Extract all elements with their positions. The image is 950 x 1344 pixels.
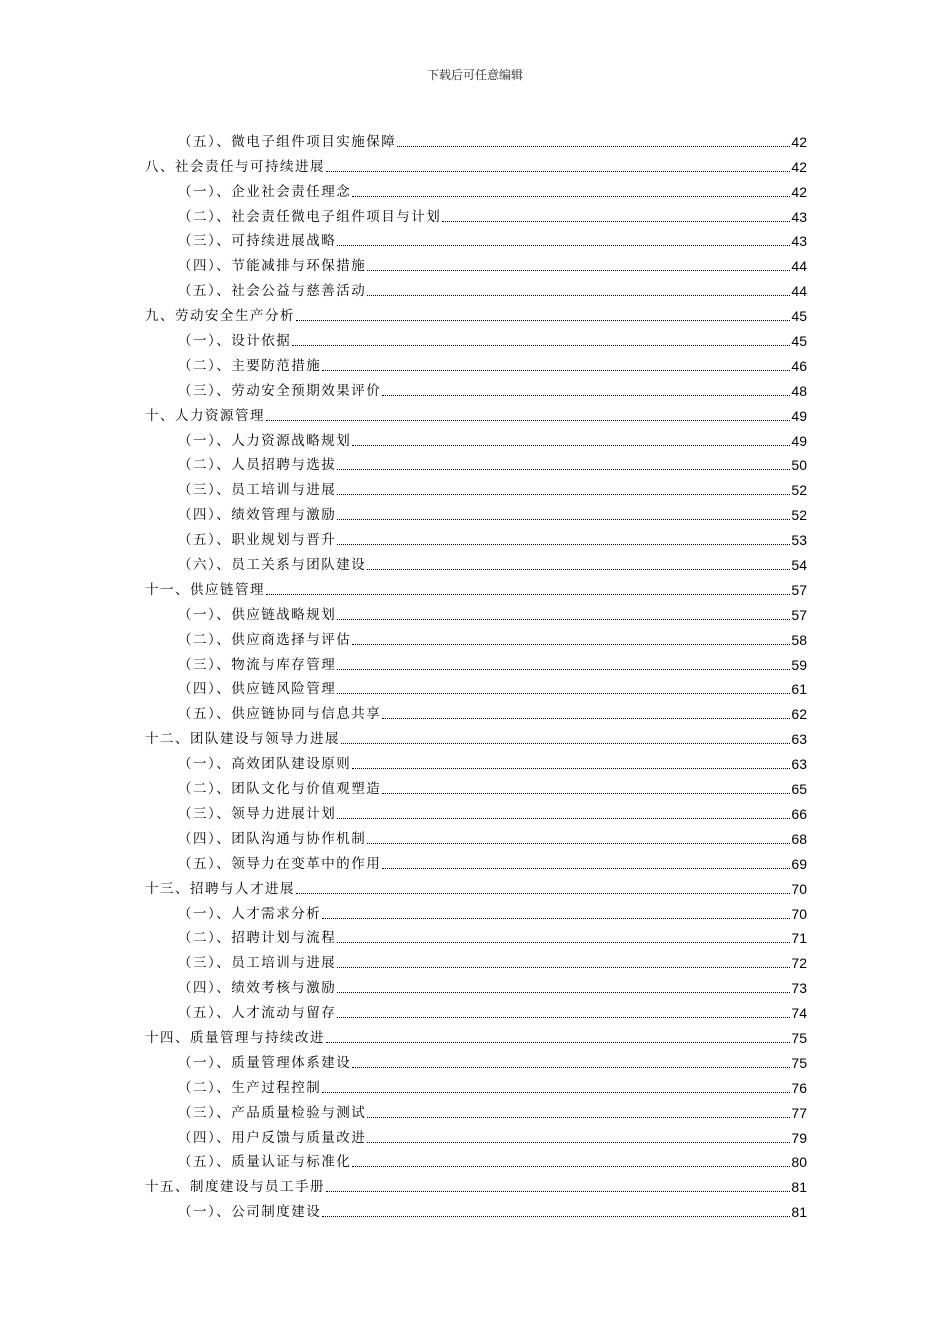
- toc-section-entry[interactable]: [145, 848, 807, 873]
- toc-page-number: 62: [791, 706, 807, 723]
- toc-section-entry[interactable]: [145, 649, 807, 674]
- toc-page-number: 57: [791, 581, 807, 598]
- toc-section-entry[interactable]: [145, 923, 807, 948]
- toc-page-number: 61: [791, 681, 807, 698]
- toc-dot-leader: [382, 394, 790, 396]
- toc-page-number: 44: [791, 283, 807, 300]
- toc-entry-title: 八、社会责任与可持续进展: [145, 158, 325, 175]
- toc-page-number: 81: [791, 1179, 807, 1196]
- toc-page-number: 42: [791, 133, 807, 150]
- toc-page-number: 45: [791, 308, 807, 325]
- toc-section-entry[interactable]: [145, 698, 807, 723]
- toc-entry-title: （一）、人才需求分析: [178, 905, 322, 922]
- toc-entry-title: （一）、企业社会责任理念: [178, 183, 352, 200]
- toc-section-entry[interactable]: [145, 1097, 807, 1122]
- toc-section-entry[interactable]: [145, 898, 807, 923]
- toc-chapter-entry[interactable]: [145, 723, 807, 748]
- toc-page-number: 44: [791, 258, 807, 275]
- toc-dot-leader: [352, 1165, 790, 1167]
- toc-chapter-entry[interactable]: [145, 574, 807, 599]
- toc-dot-leader: [352, 1066, 790, 1068]
- toc-dot-leader: [337, 941, 790, 943]
- toc-entry-title: （二）、主要防范措施: [178, 357, 322, 374]
- toc-entry-title: （三）、领导力进展计划: [178, 805, 337, 822]
- toc-entry-title: （二）、人员招聘与选拔: [178, 457, 337, 474]
- toc-entry-title: 十、人力资源管理: [145, 407, 265, 424]
- toc-entry-title: （五）、微电子组件项目实施保障: [178, 133, 397, 150]
- page-header: 下载后可任意编辑: [426, 68, 523, 82]
- toc-dot-leader: [296, 892, 790, 894]
- toc-entry-title: （一）、人力资源战略规划: [178, 432, 352, 449]
- toc-section-entry[interactable]: [145, 275, 807, 300]
- toc-dot-leader: [397, 145, 790, 147]
- toc-chapter-entry[interactable]: [145, 300, 807, 325]
- toc-page-number: 69: [791, 855, 807, 872]
- toc-entry-title: （二）、生产过程控制: [178, 1079, 322, 1096]
- toc-page-number: 74: [791, 1005, 807, 1022]
- toc-section-entry[interactable]: [145, 524, 807, 549]
- toc-dot-leader: [352, 195, 790, 197]
- toc-dot-leader: [352, 643, 790, 645]
- toc-dot-leader: [382, 717, 790, 719]
- toc-dot-leader: [292, 344, 790, 346]
- toc-section-entry[interactable]: [145, 474, 807, 499]
- toc-page-number: 70: [791, 905, 807, 922]
- toc-page-number: 59: [791, 656, 807, 673]
- toc-page-number: 65: [791, 781, 807, 798]
- toc-entry-title: （四）、绩效管理与激励: [178, 507, 337, 524]
- toc-entry-title: （四）、绩效考核与激励: [178, 980, 337, 997]
- toc-entry-title: （三）、可持续进展战略: [178, 233, 337, 250]
- toc-section-entry[interactable]: [145, 624, 807, 649]
- toc-dot-leader: [322, 1215, 790, 1217]
- toc-dot-leader: [367, 1141, 790, 1143]
- toc-page-number: 42: [791, 183, 807, 200]
- toc-page-number: 80: [791, 1154, 807, 1171]
- toc-chapter-entry[interactable]: [145, 1022, 807, 1047]
- toc-entry-title: （一）、高效团队建设原则: [178, 756, 352, 773]
- toc-dot-leader: [337, 518, 790, 520]
- toc-entry-title: （三）、员工培训与进展: [178, 482, 337, 499]
- toc-dot-leader: [296, 319, 790, 321]
- toc-entry-title: 十二、团队建设与领导力进展: [145, 731, 340, 748]
- table-of-contents: [145, 126, 807, 1221]
- toc-dot-leader: [337, 817, 790, 819]
- toc-dot-leader: [352, 444, 790, 446]
- toc-page-number: 43: [791, 233, 807, 250]
- toc-entry-title: （二）、团队文化与价值观塑造: [178, 781, 382, 798]
- toc-entry-title: （四）、用户反馈与质量改进: [178, 1129, 367, 1146]
- toc-dot-leader: [337, 668, 790, 670]
- toc-dot-leader: [326, 1190, 790, 1192]
- toc-section-entry[interactable]: [145, 226, 807, 251]
- toc-entry-title: 十五、制度建设与员工手册: [145, 1179, 325, 1196]
- toc-page-number: 77: [791, 1104, 807, 1121]
- toc-entry-title: 十四、质量管理与持续改进: [145, 1029, 325, 1046]
- toc-entry-title: （三）、员工培训与进展: [178, 955, 337, 972]
- toc-section-entry[interactable]: [145, 798, 807, 823]
- toc-section-entry[interactable]: [145, 176, 807, 201]
- toc-entry-title: （一）、公司制度建设: [178, 1204, 322, 1221]
- toc-page-number: 53: [791, 532, 807, 549]
- toc-section-entry[interactable]: [145, 748, 807, 773]
- toc-section-entry[interactable]: [145, 972, 807, 997]
- toc-section-entry[interactable]: [145, 1072, 807, 1097]
- toc-dot-leader: [337, 543, 790, 545]
- toc-chapter-entry[interactable]: [145, 400, 807, 425]
- toc-section-entry[interactable]: [145, 499, 807, 524]
- toc-dot-leader: [266, 593, 790, 595]
- toc-dot-leader: [337, 1016, 790, 1018]
- toc-dot-leader: [367, 294, 790, 296]
- toc-page-number: 42: [791, 158, 807, 175]
- toc-entry-title: （六）、员工关系与团队建设: [178, 557, 367, 574]
- toc-dot-leader: [337, 244, 790, 246]
- toc-page-number: 57: [791, 606, 807, 623]
- toc-section-entry[interactable]: [145, 773, 807, 798]
- toc-entry-title: （五）、供应链协同与信息共享: [178, 706, 382, 723]
- toc-entry-title: （一）、供应链战略规划: [178, 606, 337, 623]
- toc-section-entry[interactable]: [145, 1047, 807, 1072]
- toc-page-number: 79: [791, 1129, 807, 1146]
- toc-entry-title: （一）、质量管理体系建设: [178, 1054, 352, 1071]
- toc-section-entry[interactable]: [145, 425, 807, 450]
- toc-entry-title: （五）、人才流动与留存: [178, 1005, 337, 1022]
- toc-section-entry[interactable]: [145, 375, 807, 400]
- toc-entry-title: （四）、团队沟通与协作机制: [178, 830, 367, 847]
- toc-page-number: 63: [791, 756, 807, 773]
- toc-entry-title: 十一、供应链管理: [145, 581, 265, 598]
- toc-entry-title: （一）、设计依据: [178, 333, 292, 350]
- toc-page-number: 49: [791, 432, 807, 449]
- toc-page-number: 58: [791, 631, 807, 648]
- toc-page-number: 43: [791, 208, 807, 225]
- toc-dot-leader: [337, 493, 790, 495]
- toc-dot-leader: [367, 269, 790, 271]
- toc-entry-title: （五）、领导力在变革中的作用: [178, 855, 382, 872]
- toc-section-entry[interactable]: [145, 997, 807, 1022]
- toc-chapter-entry[interactable]: [145, 1171, 807, 1196]
- toc-page-number: 52: [791, 507, 807, 524]
- toc-section-entry[interactable]: [145, 823, 807, 848]
- toc-page-number: 73: [791, 980, 807, 997]
- toc-page-number: 76: [791, 1079, 807, 1096]
- toc-section-entry[interactable]: [145, 1122, 807, 1147]
- toc-entry-title: （四）、节能减排与环保措施: [178, 258, 367, 275]
- toc-section-entry[interactable]: [145, 1147, 807, 1172]
- toc-section-entry[interactable]: [145, 549, 807, 574]
- toc-section-entry[interactable]: [145, 947, 807, 972]
- toc-page-number: 50: [791, 457, 807, 474]
- toc-section-entry[interactable]: [145, 325, 807, 350]
- toc-page-number: 66: [791, 805, 807, 822]
- toc-section-entry[interactable]: [145, 201, 807, 226]
- toc-entry-title: （五）、职业规划与晋升: [178, 532, 337, 549]
- toc-entry-title: （二）、招聘计划与流程: [178, 930, 337, 947]
- toc-section-entry[interactable]: [145, 350, 807, 375]
- toc-entry-title: 九、劳动安全生产分析: [145, 308, 295, 325]
- toc-dot-leader: [326, 1041, 790, 1043]
- toc-page-number: 45: [791, 333, 807, 350]
- toc-dot-leader: [322, 1091, 790, 1093]
- toc-page-number: 71: [791, 930, 807, 947]
- toc-dot-leader: [367, 842, 790, 844]
- toc-page-number: 70: [791, 880, 807, 897]
- toc-section-entry[interactable]: [145, 450, 807, 475]
- toc-chapter-entry[interactable]: [145, 151, 807, 176]
- toc-dot-leader: [442, 220, 790, 222]
- toc-dot-leader: [322, 917, 790, 919]
- toc-entry-title: （三）、劳动安全预期效果评价: [178, 382, 382, 399]
- toc-page-number: 52: [791, 482, 807, 499]
- toc-entry-title: （二）、社会责任微电子组件项目与计划: [178, 208, 442, 225]
- toc-page-number: 68: [791, 830, 807, 847]
- toc-page-number: 48: [791, 382, 807, 399]
- toc-dot-leader: [367, 1116, 790, 1118]
- toc-dot-leader: [352, 767, 790, 769]
- toc-page-number: 63: [791, 731, 807, 748]
- toc-dot-leader: [341, 742, 790, 744]
- toc-dot-leader: [337, 618, 790, 620]
- toc-chapter-entry[interactable]: [145, 873, 807, 898]
- toc-section-entry[interactable]: [145, 126, 807, 151]
- toc-entry-title: 十三、招聘与人才进展: [145, 880, 295, 897]
- toc-entry-title: （三）、物流与库存管理: [178, 656, 337, 673]
- toc-dot-leader: [337, 468, 790, 470]
- toc-section-entry[interactable]: [145, 250, 807, 275]
- toc-dot-leader: [337, 692, 790, 694]
- toc-dot-leader: [337, 966, 790, 968]
- toc-entry-title: （五）、质量认证与标准化: [178, 1154, 352, 1171]
- toc-page-number: 75: [791, 1029, 807, 1046]
- toc-dot-leader: [382, 867, 790, 869]
- toc-dot-leader: [322, 369, 790, 371]
- toc-dot-leader: [382, 792, 790, 794]
- toc-dot-leader: [326, 170, 790, 172]
- toc-section-entry[interactable]: [145, 1196, 807, 1221]
- toc-section-entry[interactable]: [145, 599, 807, 624]
- toc-section-entry[interactable]: [145, 674, 807, 699]
- toc-dot-leader: [367, 568, 790, 570]
- toc-page-number: 81: [791, 1204, 807, 1221]
- toc-page-number: 54: [791, 557, 807, 574]
- toc-page-number: 75: [791, 1054, 807, 1071]
- toc-entry-title: （三）、产品质量检验与测试: [178, 1104, 367, 1121]
- toc-dot-leader: [337, 991, 790, 993]
- toc-page-number: 72: [791, 955, 807, 972]
- toc-entry-title: （四）、供应链风险管理: [178, 681, 337, 698]
- toc-entry-title: （五）、社会公益与慈善活动: [178, 283, 367, 300]
- toc-page-number: 49: [791, 407, 807, 424]
- toc-dot-leader: [266, 419, 790, 421]
- toc-page-number: 46: [791, 357, 807, 374]
- toc-entry-title: （二）、供应商选择与评估: [178, 631, 352, 648]
